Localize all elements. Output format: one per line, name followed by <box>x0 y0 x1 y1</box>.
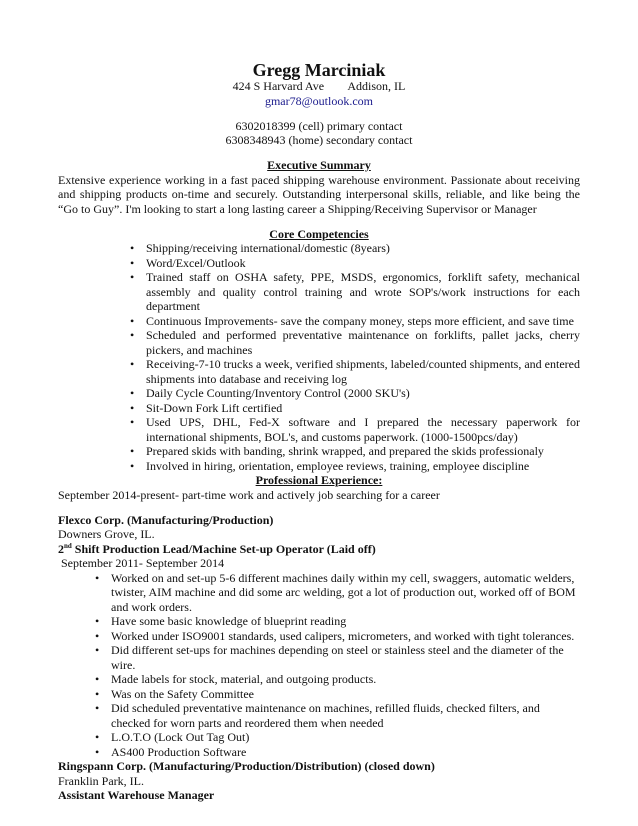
list-item-text: Did different set-ups for machines depending on steel or stainless steel and the diameter of the wire. <box>111 643 564 672</box>
competencies-list <box>131 241 580 473</box>
list-item <box>131 459 580 474</box>
bullet-icon: • <box>95 730 100 744</box>
list-item-text: Used UPS, DHL, Fed-X software and I prepared the necessary paperwork for international shipments, BOL's, and customs paperwork. (1000-1500pcs/day) <box>146 415 580 444</box>
list-item <box>96 571 580 615</box>
list-item <box>96 614 580 629</box>
list-item-text: AS400 Production Software <box>111 744 247 759</box>
list-item <box>131 314 580 329</box>
list-item-text: Scheduled and performed preventative maintenance on forklifts, pallet jacks, cherry pickers, and machines <box>146 328 580 357</box>
job-location: Downers Grove, IL. <box>58 527 155 541</box>
bullet-icon: • <box>95 686 100 701</box>
list-item <box>131 328 580 357</box>
list-item <box>131 357 580 386</box>
bullet-icon: • <box>95 628 100 643</box>
bullet-icon: • <box>95 570 100 585</box>
list-item-text: Have some basic knowledge of blueprint reading <box>111 614 347 628</box>
list-item-text: Was on the Safety Committee <box>111 686 255 701</box>
list-item-text: Word/Excel/Outlook <box>146 255 246 270</box>
phone-secondary: 6308348943 (home) secondary contact <box>225 133 413 147</box>
bullet-icon: • <box>130 400 135 415</box>
bullet-icon: • <box>95 701 100 715</box>
list-item-text: Continuous Improvements- save the company money, steps more efficient, and save time <box>146 313 574 328</box>
bullet-icon: • <box>95 614 100 628</box>
list-item-text: Worked under ISO9001 standards, used calipers, micrometers, and worked with tight tolerances. <box>111 628 575 643</box>
list-item <box>131 241 580 256</box>
job-bullets <box>96 571 580 760</box>
bullet-icon: • <box>130 386 135 400</box>
bullet-icon: • <box>95 744 100 759</box>
list-item <box>96 730 580 745</box>
bullet-icon: • <box>130 328 135 342</box>
list-item-text: Made labels for stock, material, and outgoing products. <box>111 672 377 686</box>
list-item <box>131 386 580 401</box>
list-item-text: Shipping/receiving international/domestic (8years) <box>146 241 390 255</box>
job-dates: September 2011- September 2014 <box>58 556 225 570</box>
job-title-text: Shift Production Lead/Machine Set-up Operator (Laid off) <box>71 541 376 556</box>
list-item-text: Worked on and set-up 5-6 different machines daily within my cell, swaggers, automatic welders, twister, AIM machine and did some arc welding, got a lot of production out, worked off of BOM and work orders. <box>111 570 576 614</box>
list-item-text: Daily Cycle Counting/Inventory Control (2000 SKU's) <box>146 386 410 400</box>
job-title <box>58 542 580 557</box>
list-item-text: Did scheduled preventative maintenance on machines, refilled fluids, checked filters, and checked for worn parts and reordered them when needed <box>111 701 540 730</box>
job-location: Franklin Park, IL. <box>58 773 144 788</box>
bullet-icon: • <box>95 672 100 686</box>
candidate-name: Gregg Marciniak <box>252 60 386 80</box>
bullet-icon: • <box>95 643 100 657</box>
job-company: Ringspann Corp. (Manufacturing/Production/Distribution) (closed down) <box>58 759 435 773</box>
bullet-icon: • <box>130 270 135 284</box>
current-status: September 2014-present- part-time work and actively job searching for a career <box>58 487 440 502</box>
section-heading-experience: Professional Experience: <box>255 473 383 487</box>
list-item <box>96 643 580 672</box>
list-item <box>131 444 580 459</box>
bullet-icon: • <box>130 241 135 255</box>
list-item <box>131 415 580 444</box>
job-title-number: 2 <box>58 541 64 556</box>
bullet-icon: • <box>130 444 135 458</box>
bullet-icon: • <box>130 313 135 328</box>
phone-primary: 6302018399 (cell) primary contact <box>235 118 403 133</box>
section-heading-summary: Executive Summary <box>267 158 371 172</box>
list-item-text: L.O.T.O (Lock Out Tag Out) <box>111 730 250 744</box>
list-item-text: Involved in hiring, orientation, employee reviews, training, employee discipline <box>146 458 530 473</box>
list-item <box>96 687 580 702</box>
list-item <box>131 270 580 314</box>
email-link[interactable]: gmar78@outlook.com <box>264 93 374 108</box>
job-title-suffix: nd <box>64 541 72 550</box>
list-item <box>96 672 580 687</box>
section-heading-competencies: Core Competencies <box>269 226 369 241</box>
bullet-icon: • <box>130 458 135 473</box>
list-item-text: Receiving-7-10 trucks a week, verified shipments, labeled/counted shipments, and entered shipments into database and receiving log <box>146 357 580 386</box>
list-item-text: Prepared skids with banding, shrink wrapped, and prepared the skids professionaly <box>146 444 544 458</box>
job-company: Flexco Corp. (Manufacturing/Production) <box>58 512 274 527</box>
summary-text: Extensive experience working in a fast paced shipping warehouse environment. Passionate about receiving and shipping products on-time and securely. Outstanding interpersonal skills, reliable, and like being the “Go to Guy”. I'm looking to start a long lasting career a Shipping/Receiving Supervisor or Manager <box>58 172 580 216</box>
list-item <box>131 256 580 271</box>
address: 424 S Harvard Ave Addison, IL <box>232 79 406 93</box>
list-item <box>96 701 580 730</box>
job-title: Assistant Warehouse Manager <box>58 788 215 802</box>
bullet-icon: • <box>130 255 135 270</box>
list-item-text: Trained staff on OSHA safety, PPE, MSDS, ergonomics, forklift safety, mechanical assembly and quality control training and wrote SOP's/work instructions for each department <box>146 270 580 313</box>
list-item-text: Sit-Down Fork Lift certified <box>146 400 283 415</box>
bullet-icon: • <box>130 357 135 371</box>
list-item <box>96 745 580 760</box>
list-item <box>131 401 580 416</box>
list-item <box>96 629 580 644</box>
bullet-icon: • <box>130 415 135 429</box>
